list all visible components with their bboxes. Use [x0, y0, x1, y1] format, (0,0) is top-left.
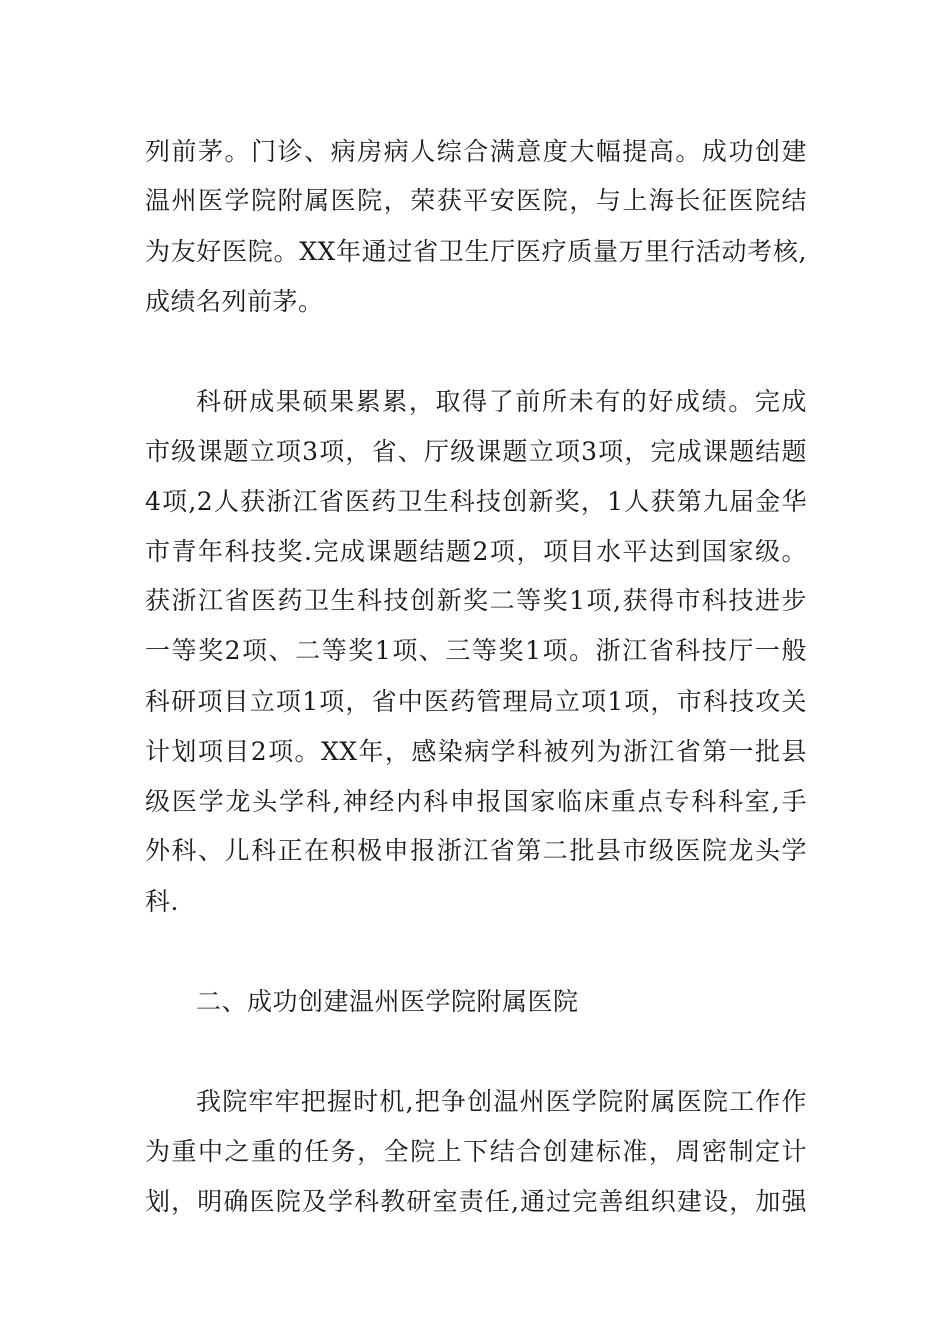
paragraph-2-line-2: 市级课题立项3项，省、厅级课题立项3项，完成课题结题: [145, 437, 807, 466]
paragraph-3-line-2: 为重中之重的任务，全院上下结合创建标准，周密制定计: [145, 1137, 807, 1166]
paragraph-2-line-11: 科.: [145, 887, 179, 916]
paragraph-2-line-9: 级医学龙头学科,神经内科申报国家临床重点专科科室,手: [145, 787, 807, 816]
paragraph-2-line-8: 计划项目2项。XX年，感染病学科被列为浙江省第一批县: [145, 737, 807, 766]
paragraph-2-line-7: 科研项目立项1项，省中医药管理局立项1项，市科技攻关: [145, 687, 807, 716]
paragraph-3-line-3: 划，明确医院及学科教研室责任,通过完善组织建设，加强: [145, 1187, 807, 1216]
paragraph-2-line-3: 4项,2人获浙江省医药卫生科技创新奖，1人获第九届金华: [145, 487, 807, 516]
paragraph-2-line-6: 一等奖2项、二等奖1项、三等奖1项。浙江省科技厅一般: [145, 636, 807, 665]
paragraph-2-line-1: 科研成果硕果累累，取得了前所未有的好成绩。完成: [196, 387, 807, 416]
paragraph-1-line-4: 成绩名列前茅。: [145, 287, 324, 316]
paragraph-1-line-1: 列前茅。门诊、病房病人综合满意度大幅提高。成功创建: [145, 137, 807, 166]
paragraph-2-line-10: 外科、儿科正在积极申报浙江省第二批县市级医院龙头学: [145, 836, 807, 865]
paragraph-3-line-1: 我院牢牢把握时机,把争创温州医学院附属医院工作作: [196, 1087, 807, 1116]
paragraph-1-line-2: 温州医学院附属医院，荣获平安医院，与上海长征医院结: [145, 186, 807, 215]
paragraph-2-line-4: 市青年科技奖.完成课题结题2项，项目水平达到国家级。: [145, 537, 807, 566]
paragraph-1-line-3: 为友好医院。XX年通过省卫生厅医疗质量万里行活动考核,: [145, 237, 807, 266]
section-heading: 二、成功创建温州医学院附属医院: [196, 987, 579, 1016]
paragraph-2-line-5: 获浙江省医药卫生科技创新奖二等奖1项,获得市科技进步: [145, 586, 807, 615]
